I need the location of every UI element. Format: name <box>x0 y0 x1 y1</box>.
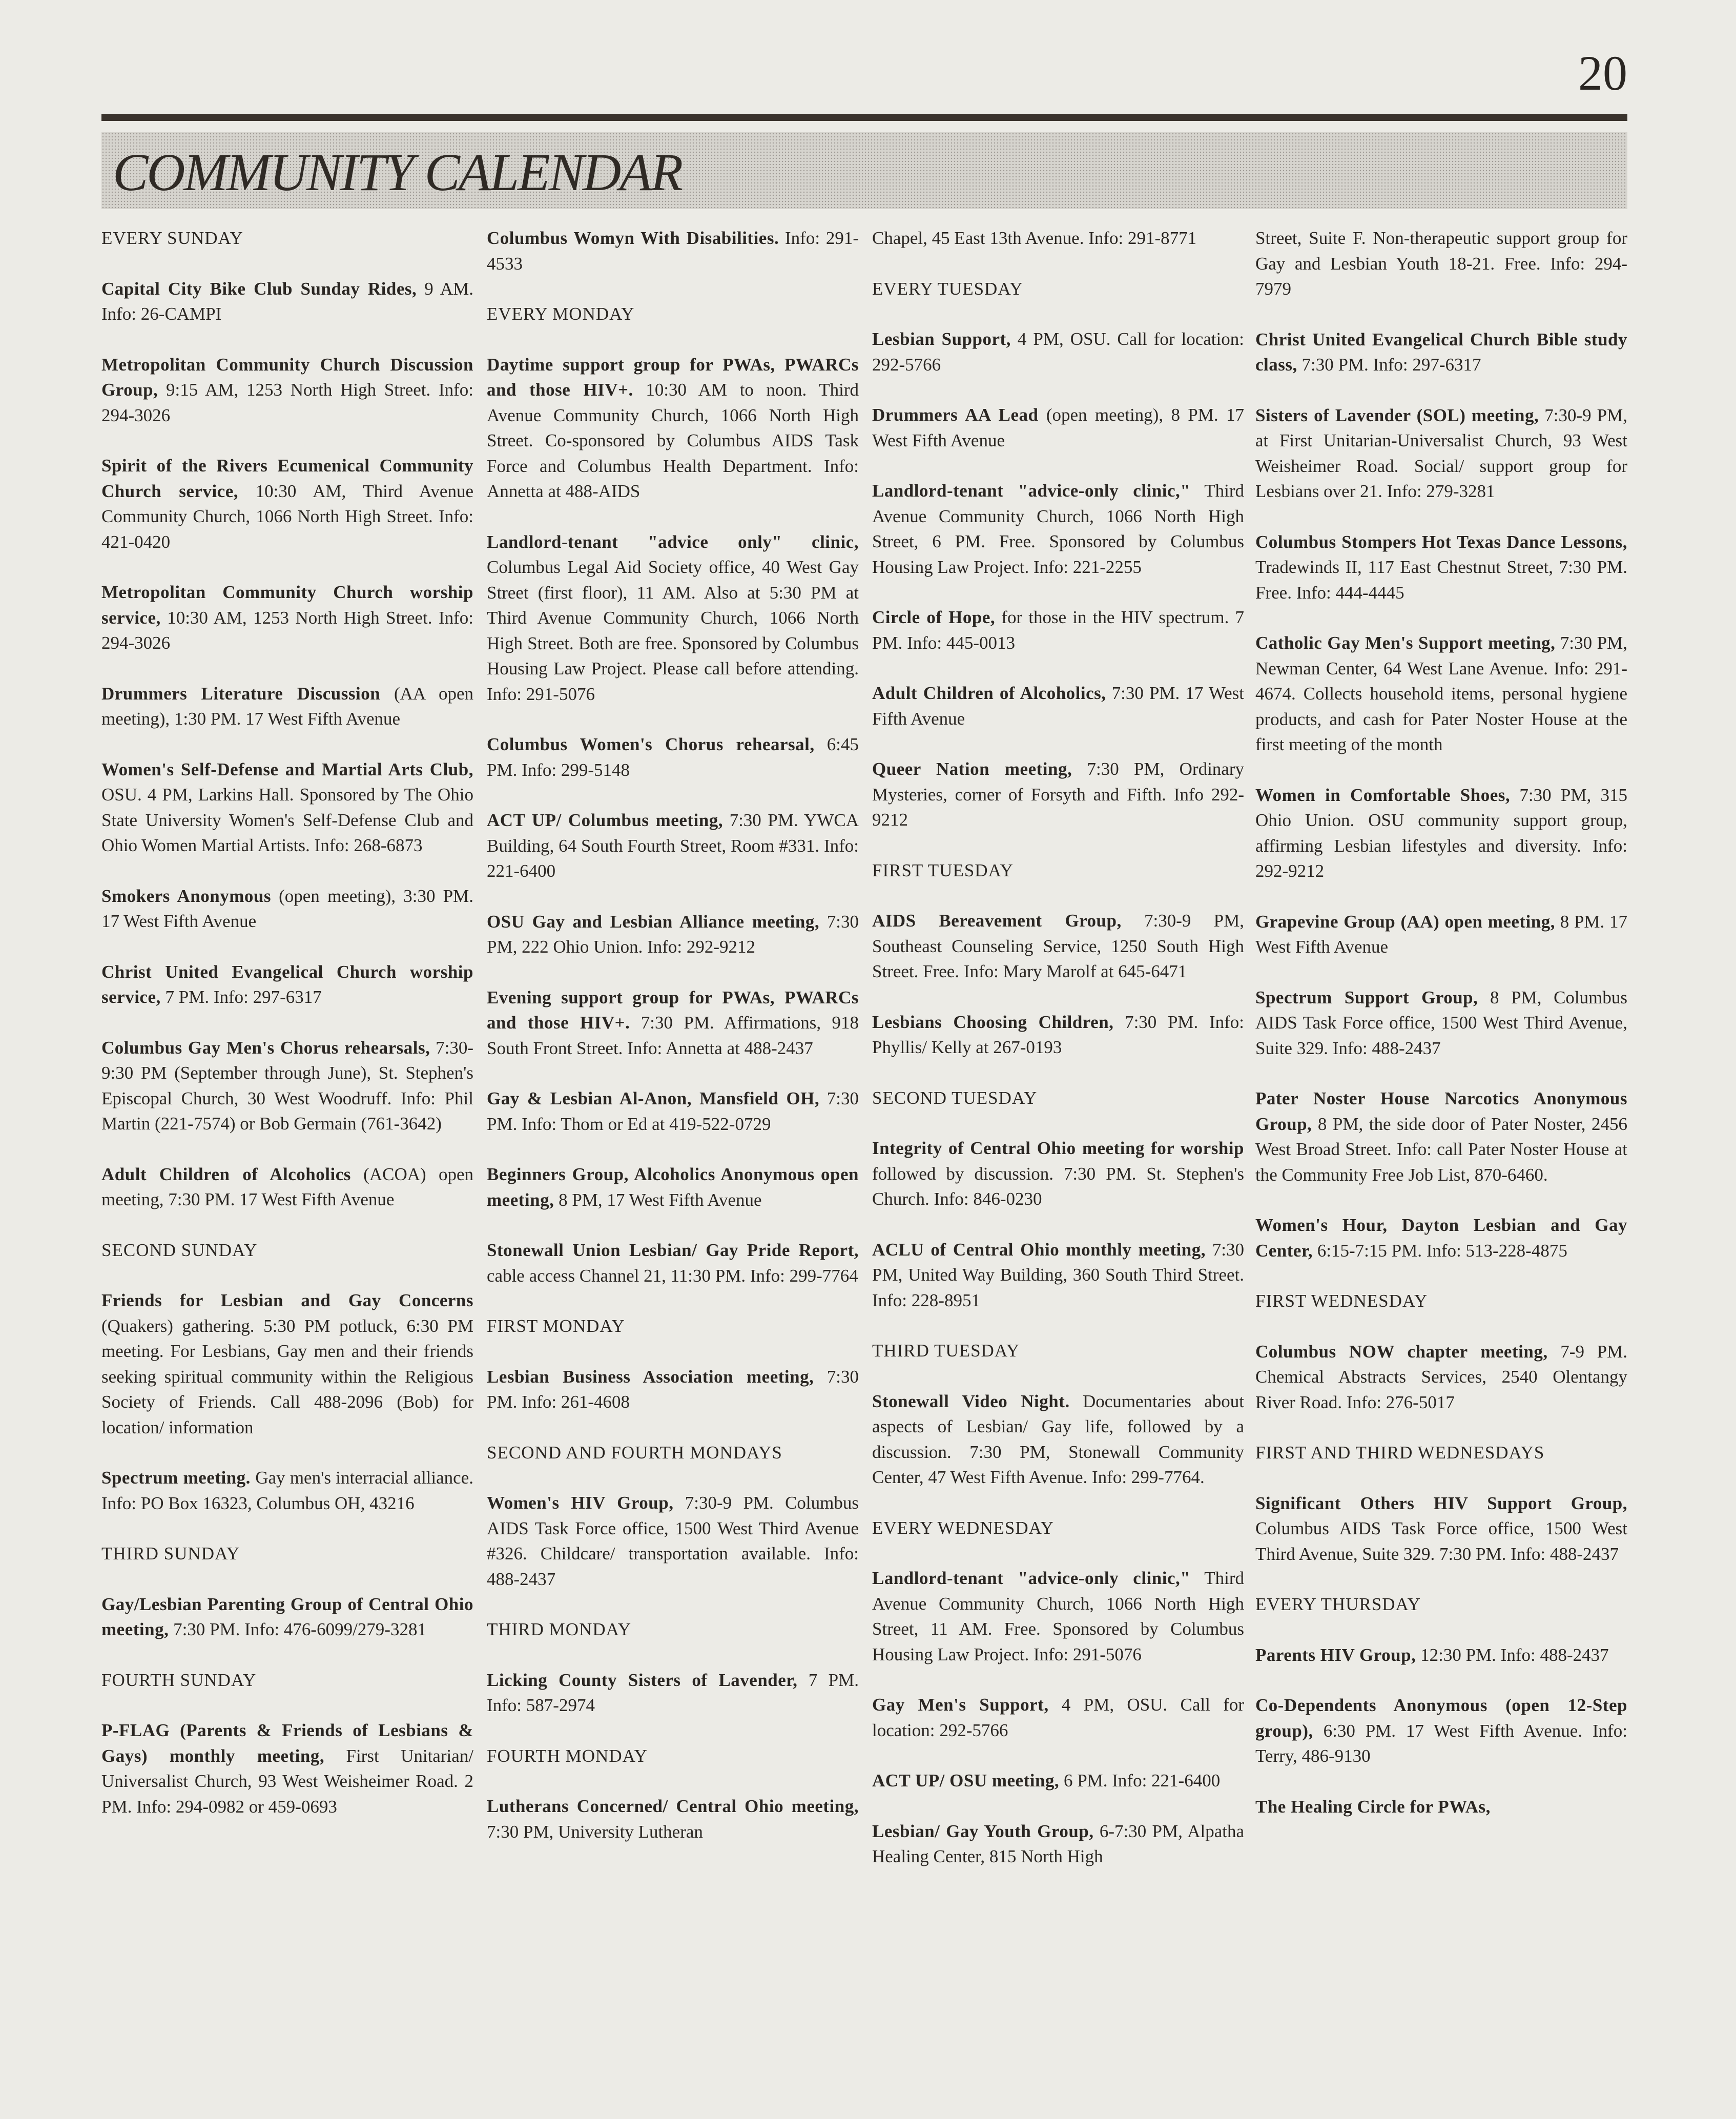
event-name: ACT UP/ OSU meeting, <box>872 1771 1060 1791</box>
calendar-entry <box>1255 1642 1627 1668</box>
calendar-entry <box>872 1010 1244 1060</box>
event-details: 8 PM, the side door of Pater Noster, 2456 West Broad Street. Info: call Pater Noster House at the Community Free Job List, 870-6460. <box>1255 1114 1627 1185</box>
event-details: 7:30 PM. YWCA Building, 64 South Fourth Street, Room #331. Info: 221-6400 <box>487 810 859 881</box>
calendar-entry <box>101 580 473 656</box>
event-details: 6-7:30 PM, Alpatha Healing Center, 815 North High <box>872 1821 1245 1866</box>
event-name: Spectrum Support Group, <box>1255 987 1478 1007</box>
event-details: 9 AM. Info: 26-CAMPI <box>101 278 473 324</box>
event-details: Gay men's interracial alliance. Info: PO Box 16323, Columbus OH, 43216 <box>101 1468 473 1513</box>
event-details: cable access Channel 21, 11:30 PM. Info: 299-7764 <box>487 1265 858 1286</box>
event-name: Christ United Evangelical Church Bible study class, <box>1255 329 1627 375</box>
calendar-entry <box>1255 529 1627 606</box>
event-details: 7:30-9 PM. Columbus AIDS Task Force office, 1500 West Third Avenue #326. Childcare/ transportation available. Info: 488-2437 <box>487 1493 859 1589</box>
day-heading: SECOND AND FOURTH MONDAYS <box>487 1442 782 1463</box>
day-heading: FIRST MONDAY <box>487 1316 625 1336</box>
calendar-entry <box>101 276 473 327</box>
calendar-entry <box>872 908 1244 984</box>
calendar-entry <box>1255 630 1627 757</box>
event-details: Chapel, 45 East 13th Avenue. Info: 291-8771 <box>872 228 1197 248</box>
day-heading: SECOND TUESDAY <box>872 1087 1038 1108</box>
event-name: Spirit of the Rivers Ecumenical Community Church service, <box>101 456 473 501</box>
event-name: Drummers Literature Discussion <box>101 683 381 704</box>
calendar-entry <box>487 1668 859 1718</box>
event-details: Info: 291-4533 <box>487 228 859 274</box>
calendar-entry <box>872 1768 1244 1794</box>
event-name: Christ United Evangelical Church worship service, <box>101 961 473 1007</box>
page-number: 20 <box>1578 46 1627 100</box>
event-name: Sisters of Lavender (SOL) meeting, <box>1255 405 1539 425</box>
calendar-entry <box>872 1136 1244 1212</box>
event-name: Gay/Lesbian Parenting Group of Central Ohio meeting, <box>101 1594 473 1639</box>
event-details: 7-9 PM. Chemical Abstracts Services, 2540 Olentangy River Road. Info: 276-5017 <box>1255 1341 1628 1412</box>
event-name: Columbus NOW chapter meeting, <box>1255 1341 1548 1362</box>
event-name: Co-Dependents Anonymous (open 12-Step group), <box>1255 1695 1627 1741</box>
event-details: 7:30-9 PM, Southeast Counseling Service, 1250 South High Street. Free. Info: Mary Marolf at 645-6471 <box>872 911 1245 981</box>
calendar-entry <box>1255 985 1627 1061</box>
event-details: 7:30 PM, United Way Building, 360 South Third Street. Info: 228-8951 <box>872 1239 1244 1310</box>
event-name: Significant Others HIV Support Group, <box>1255 1493 1627 1513</box>
event-details: 7 PM. Info: 587-2974 <box>487 1670 859 1715</box>
day-heading: EVERY SUNDAY <box>101 228 243 248</box>
event-name: Lesbians Choosing Children, <box>872 1012 1114 1032</box>
event-name: Women's Hour, Dayton Lesbian and Gay Center, <box>1255 1215 1627 1261</box>
event-name: Women in Comfortable Shoes, <box>1255 785 1511 805</box>
event-details: 12:30 PM. Info: 488-2437 <box>1416 1644 1609 1665</box>
event-details: Documentaries about aspects of Lesbian/ Gay life, followed by a discussion. 7:30 PM, Stonewall Community Center, 47 West Fifth Avenue. Info: 299-7764. <box>872 1391 1244 1487</box>
event-name: Women's Self-Defense and Martial Arts Club, <box>101 759 473 779</box>
event-details: 7:30 PM. Info: Phyllis/ Kelly at 267-0193 <box>872 1012 1244 1057</box>
event-name: The Healing Circle for PWAs, <box>1255 1796 1491 1817</box>
event-details: First Unitarian/ Universalist Church, 93 West Weisheimer Road. 2 PM. Info: 294-0982 or 459-0693 <box>101 1745 473 1817</box>
event-details: 7:30 PM, University Lutheran <box>487 1821 703 1842</box>
event-details: 4 PM, OSU. Call for location: 292-5766 <box>872 1695 1244 1740</box>
event-details: 7:30 PM. Affirmations, 918 South Front Street. Info: Annetta at 488-2437 <box>487 1013 859 1058</box>
event-name: Landlord-tenant "advice-only clinic," <box>872 1568 1191 1588</box>
calendar-entry <box>872 1566 1244 1667</box>
event-name: Catholic Gay Men's Support meeting, <box>1255 633 1556 653</box>
event-name: ACT UP/ Columbus meeting, <box>487 810 723 830</box>
event-name: Capital City Bike Club Sunday Rides, <box>101 278 417 299</box>
header-rule <box>101 114 1627 121</box>
event-name: Columbus Stompers Hot Texas Dance Lessons, <box>1255 531 1627 552</box>
event-name: Friends for Lesbian and Gay Concerns <box>101 1290 473 1310</box>
event-name: Gay & Lesbian Al-Anon, Mansfield OH, <box>487 1088 820 1108</box>
calendar-entry <box>1255 1693 1627 1769</box>
calendar-entry <box>872 605 1244 655</box>
event-details: 7:30 PM. 17 West Fifth Avenue <box>872 683 1244 729</box>
event-name: Integrity of Central Ohio meeting for worship <box>872 1138 1244 1158</box>
event-name: Lutherans Concerned/ Central Ohio meeting, <box>487 1796 859 1816</box>
calendar-entry <box>872 681 1244 731</box>
event-details: followed by discussion. 7:30 PM. St. Stephen's Church. Info: 846-0230 <box>872 1163 1244 1209</box>
event-details: 8 PM, 17 West Fifth Avenue <box>554 1189 762 1210</box>
calendar-entry <box>1255 1086 1627 1187</box>
event-name: Adult Children of Alcoholics, <box>872 683 1106 703</box>
event-name: ACLU of Central Ohio monthly meeting, <box>872 1239 1206 1260</box>
day-heading: THIRD SUNDAY <box>101 1544 240 1563</box>
calendar-entry <box>1255 327 1627 378</box>
event-details: Street, Suite F. Non-therapeutic support group for Gay and Lesbian Youth 18-21. Free. Info: 294-7979 <box>1255 228 1627 299</box>
calendar-entry <box>487 352 859 504</box>
event-details: 10:30 AM to noon. Third Avenue Community Church, 1066 North High Street. Co-sponsored by Columbus AIDS Task Force and Columbus Health Department. Info: Annetta at 488-AIDS <box>487 380 859 501</box>
event-details: OSU. 4 PM, Larkins Hall. Sponsored by The Ohio State University Women's Self-Defense Club and Ohio Women Martial Artists. Info: 268-6873 <box>101 785 473 855</box>
calendar-entry <box>487 1086 859 1137</box>
event-details: 9:15 AM, 1253 North High Street. Info: 294-3026 <box>101 380 473 425</box>
event-name: OSU Gay and Lesbian Alliance meeting, <box>487 911 820 932</box>
calendar-entry <box>872 478 1244 580</box>
event-details: 6:45 PM. Info: 299-5148 <box>487 734 859 780</box>
event-details: 4 PM, OSU. Call for location: 292-5766 <box>872 329 1244 375</box>
day-heading: EVERY MONDAY <box>487 304 635 324</box>
calendar-entry <box>1255 225 1627 302</box>
day-heading: FOURTH MONDAY <box>487 1745 648 1766</box>
event-details: 8 PM, Columbus AIDS Task Force office, 1500 West Third Avenue, Suite 329. Info: 488-2437 <box>1255 987 1628 1058</box>
calendar-entry <box>872 225 1244 251</box>
day-heading: THIRD MONDAY <box>487 1619 631 1639</box>
event-name: Metropolitan Community Church Discussion Group, <box>101 354 473 400</box>
event-details: 7:30 PM. Info: 297-6317 <box>1297 355 1481 375</box>
event-details: Third Avenue Community Church, 1066 North High Street, 11 AM. Free. Sponsored by Columbus Housing Law Project. Info: 291-5076 <box>872 1568 1244 1664</box>
event-name: Stonewall Video Night. <box>872 1391 1070 1411</box>
day-heading: FOURTH SUNDAY <box>101 1670 257 1690</box>
event-details: 7:30 PM, 315 Ohio Union. OSU community support group, affirming Lesbian lifestyles and diversity. Info: 292-9212 <box>1255 785 1627 881</box>
event-details: for those in the HIV spectrum. 7 PM. Info: 445-0013 <box>872 607 1245 653</box>
calendar-entry <box>1255 403 1627 504</box>
calendar-entry <box>1255 1491 1627 1567</box>
calendar-entry <box>101 1162 473 1212</box>
page-title: COMMUNITY CALENDAR <box>113 143 682 202</box>
event-details: (Quakers) gathering. 5:30 PM potluck, 6:30 PM meeting. For Lesbians, Gay men and their friends seeking spiritual community within the Religious Society of Friends. Call 488-2096 (Bob) for location/ information <box>101 1315 473 1437</box>
day-heading: EVERY WEDNESDAY <box>872 1517 1054 1538</box>
event-name: Women's HIV Group, <box>487 1493 674 1513</box>
calendar-entry <box>872 1389 1244 1490</box>
calendar-entry <box>487 1794 859 1844</box>
event-details: (open meeting), 3:30 PM. 17 West Fifth Avenue <box>101 886 473 931</box>
event-details: 7:30-9:30 PM (September through June), St. Stephen's Episcopal Church, 30 West Woodruff. Info: Phil Martin (221-7574) or Bob Germain (761-3642) <box>101 1037 473 1134</box>
event-details: Columbus Legal Aid Society office, 40 West Gay Street (first floor), 11 AM. Also at 5:30 PM at Third Avenue Community Church, 1066 North High Street. Both are free. Sponsored by Columbus Housing Law Project. Please call before attending. Info: 291-5076 <box>487 557 859 704</box>
event-details: 7:30-9 PM, at First Unitarian-Universalist Church, 93 West Weisheimer Road. Social/ support group for Lesbians over 21. Info: 279-3281 <box>1255 405 1627 501</box>
title-banner <box>101 132 1627 209</box>
event-details: 7:30 PM. Info: 476-6099/279-3281 <box>169 1619 426 1639</box>
event-name: Queer Nation meeting, <box>872 759 1072 779</box>
event-name: Stonewall Union Lesbian/ Gay Pride Report, <box>487 1240 859 1260</box>
event-name: Columbus Womyn With Disabilities. <box>487 228 779 248</box>
calendar-column-4 <box>1255 225 1627 1844</box>
calendar-entry <box>487 985 859 1061</box>
calendar-entry <box>101 1035 473 1137</box>
calendar-entry <box>101 1592 473 1642</box>
calendar-entry <box>1255 1212 1627 1263</box>
calendar-entry <box>1255 909 1627 960</box>
calendar-entry <box>487 529 859 707</box>
calendar-entry <box>487 808 859 884</box>
event-name: Pater Noster House Narcotics Anonymous Group, <box>1255 1088 1627 1134</box>
event-details: 10:30 AM, Third Avenue Community Church, 1066 North High Street. Info: 421-0420 <box>101 481 473 552</box>
event-name: Landlord-tenant "advice-only clinic," <box>872 481 1191 501</box>
event-name: Parents HIV Group, <box>1255 1644 1416 1665</box>
day-heading: THIRD TUESDAY <box>872 1341 1020 1361</box>
event-details: 7:30 PM. Info: Thom or Ed at 419-522-0729 <box>487 1088 859 1134</box>
event-details: Tradewinds II, 117 East Chestnut Street, 7:30 PM. Free. Info: 444-4445 <box>1255 557 1627 603</box>
calendar-column-3 <box>872 225 1244 1895</box>
calendar-entry <box>101 883 473 934</box>
calendar-entry <box>487 1162 859 1212</box>
event-name: Metropolitan Community Church worship service, <box>101 582 473 628</box>
event-name: Landlord-tenant "advice only" clinic, <box>487 531 859 552</box>
calendar-entry <box>872 756 1244 833</box>
calendar-entry <box>487 1490 859 1592</box>
event-details: 6:15-7:15 PM. Info: 513-228-4875 <box>1313 1240 1567 1261</box>
event-details: 7:30 PM. Info: 261-4608 <box>487 1366 859 1412</box>
event-name: Licking County Sisters of Lavender, <box>487 1670 798 1690</box>
event-name: Lesbian/ Gay Youth Group, <box>872 1821 1094 1841</box>
event-details: (AA open meeting), 1:30 PM. 17 West Fifth Avenue <box>101 683 473 729</box>
calendar-entry <box>1255 1794 1627 1820</box>
calendar-entry <box>872 1692 1244 1743</box>
calendar-entry <box>101 1465 473 1516</box>
event-name: Columbus Women's Chorus rehearsal, <box>487 734 815 754</box>
calendar-column-2 <box>487 225 859 1869</box>
event-name: Grapevine Group (AA) open meeting, <box>1255 911 1556 932</box>
event-details: 8 PM. 17 West Fifth Avenue <box>1255 911 1627 957</box>
calendar-entry <box>487 1238 859 1288</box>
event-details: 7:30 PM, Ordinary Mysteries, corner of Forsyth and Fifth. Info 292-9212 <box>872 759 1244 830</box>
calendar-entry <box>487 1364 859 1415</box>
event-name: Adult Children of Alcoholics <box>101 1164 351 1184</box>
event-details: 6 PM. Info: 221-6400 <box>1059 1771 1221 1791</box>
calendar-entry <box>872 402 1244 453</box>
calendar-column-1 <box>101 225 473 1844</box>
day-heading: FIRST AND THIRD WEDNESDAYS <box>1255 1443 1545 1463</box>
event-name: Evening support group for PWAs, PWARCs and those HIV+. <box>487 987 859 1033</box>
event-details: (open meeting), 8 PM. 17 West Fifth Avenue <box>872 405 1244 450</box>
calendar-entry <box>101 959 473 1010</box>
calendar-entry <box>101 757 473 858</box>
event-name: Smokers Anonymous <box>101 886 271 906</box>
calendar-entry <box>487 732 859 783</box>
calendar-entry <box>872 1237 1244 1313</box>
event-details: Columbus AIDS Task Force office, 1500 West Third Avenue, Suite 329. 7:30 PM. Info: 488-2437 <box>1255 1518 1627 1564</box>
event-details: (ACOA) open meeting, 7:30 PM. 17 West Fifth Avenue <box>101 1164 473 1209</box>
event-name: Circle of Hope, <box>872 607 996 627</box>
calendar-entry <box>1255 783 1627 884</box>
event-name: Daytime support group for PWAs, PWARCs and those HIV+. <box>487 354 859 400</box>
calendar-entry <box>101 352 473 428</box>
calendar-entry <box>487 909 859 960</box>
event-name: AIDS Bereavement Group, <box>872 911 1122 931</box>
event-details: 6:30 PM. 17 West Fifth Avenue. Info: Terry, 486-9130 <box>1255 1720 1627 1766</box>
day-heading: FIRST WEDNESDAY <box>1255 1291 1428 1311</box>
event-name: P-FLAG (Parents & Friends of Lesbians & Gays) monthly meeting, <box>101 1720 473 1766</box>
event-details: 7:30 PM, Newman Center, 64 West Lane Avenue. Info: 291-4674. Collects household items, personal hygiene products, and cash for Pater Noster House at the first meeting of the month <box>1255 633 1627 754</box>
calendar-entry <box>487 225 859 276</box>
calendar-entry <box>101 681 473 732</box>
event-name: Beginners Group, Alcoholics Anonymous open meeting, <box>487 1164 859 1210</box>
event-name: Lesbian Support, <box>872 329 1011 349</box>
event-name: Columbus Gay Men's Chorus rehearsals, <box>101 1037 430 1058</box>
calendar-entry <box>101 453 473 554</box>
day-heading: FIRST TUESDAY <box>872 860 1014 880</box>
day-heading: EVERY THURSDAY <box>1255 1594 1421 1614</box>
event-details: 7 PM. Info: 297-6317 <box>160 987 322 1007</box>
day-heading: SECOND SUNDAY <box>101 1240 258 1260</box>
calendar-entry <box>872 1819 1244 1869</box>
calendar-entry <box>1255 1339 1627 1415</box>
event-details: Third Avenue Community Church, 1066 North High Street, 6 PM. Free. Sponsored by Columbus Housing Law Project. Info: 221-2255 <box>872 481 1244 577</box>
event-name: Spectrum meeting. <box>101 1468 251 1488</box>
calendar-entry <box>872 326 1244 377</box>
event-details: 10:30 AM, 1253 North High Street. Info: 294-3026 <box>101 607 473 653</box>
calendar-entry <box>101 1288 473 1440</box>
event-name: Drummers AA Lead <box>872 405 1039 425</box>
event-details: 7:30 PM, 222 Ohio Union. Info: 292-9212 <box>487 911 859 957</box>
calendar-entry <box>101 1718 473 1819</box>
event-name: Gay Men's Support, <box>872 1695 1049 1715</box>
event-name: Lesbian Business Association meeting, <box>487 1366 814 1387</box>
day-heading: EVERY TUESDAY <box>872 278 1023 299</box>
